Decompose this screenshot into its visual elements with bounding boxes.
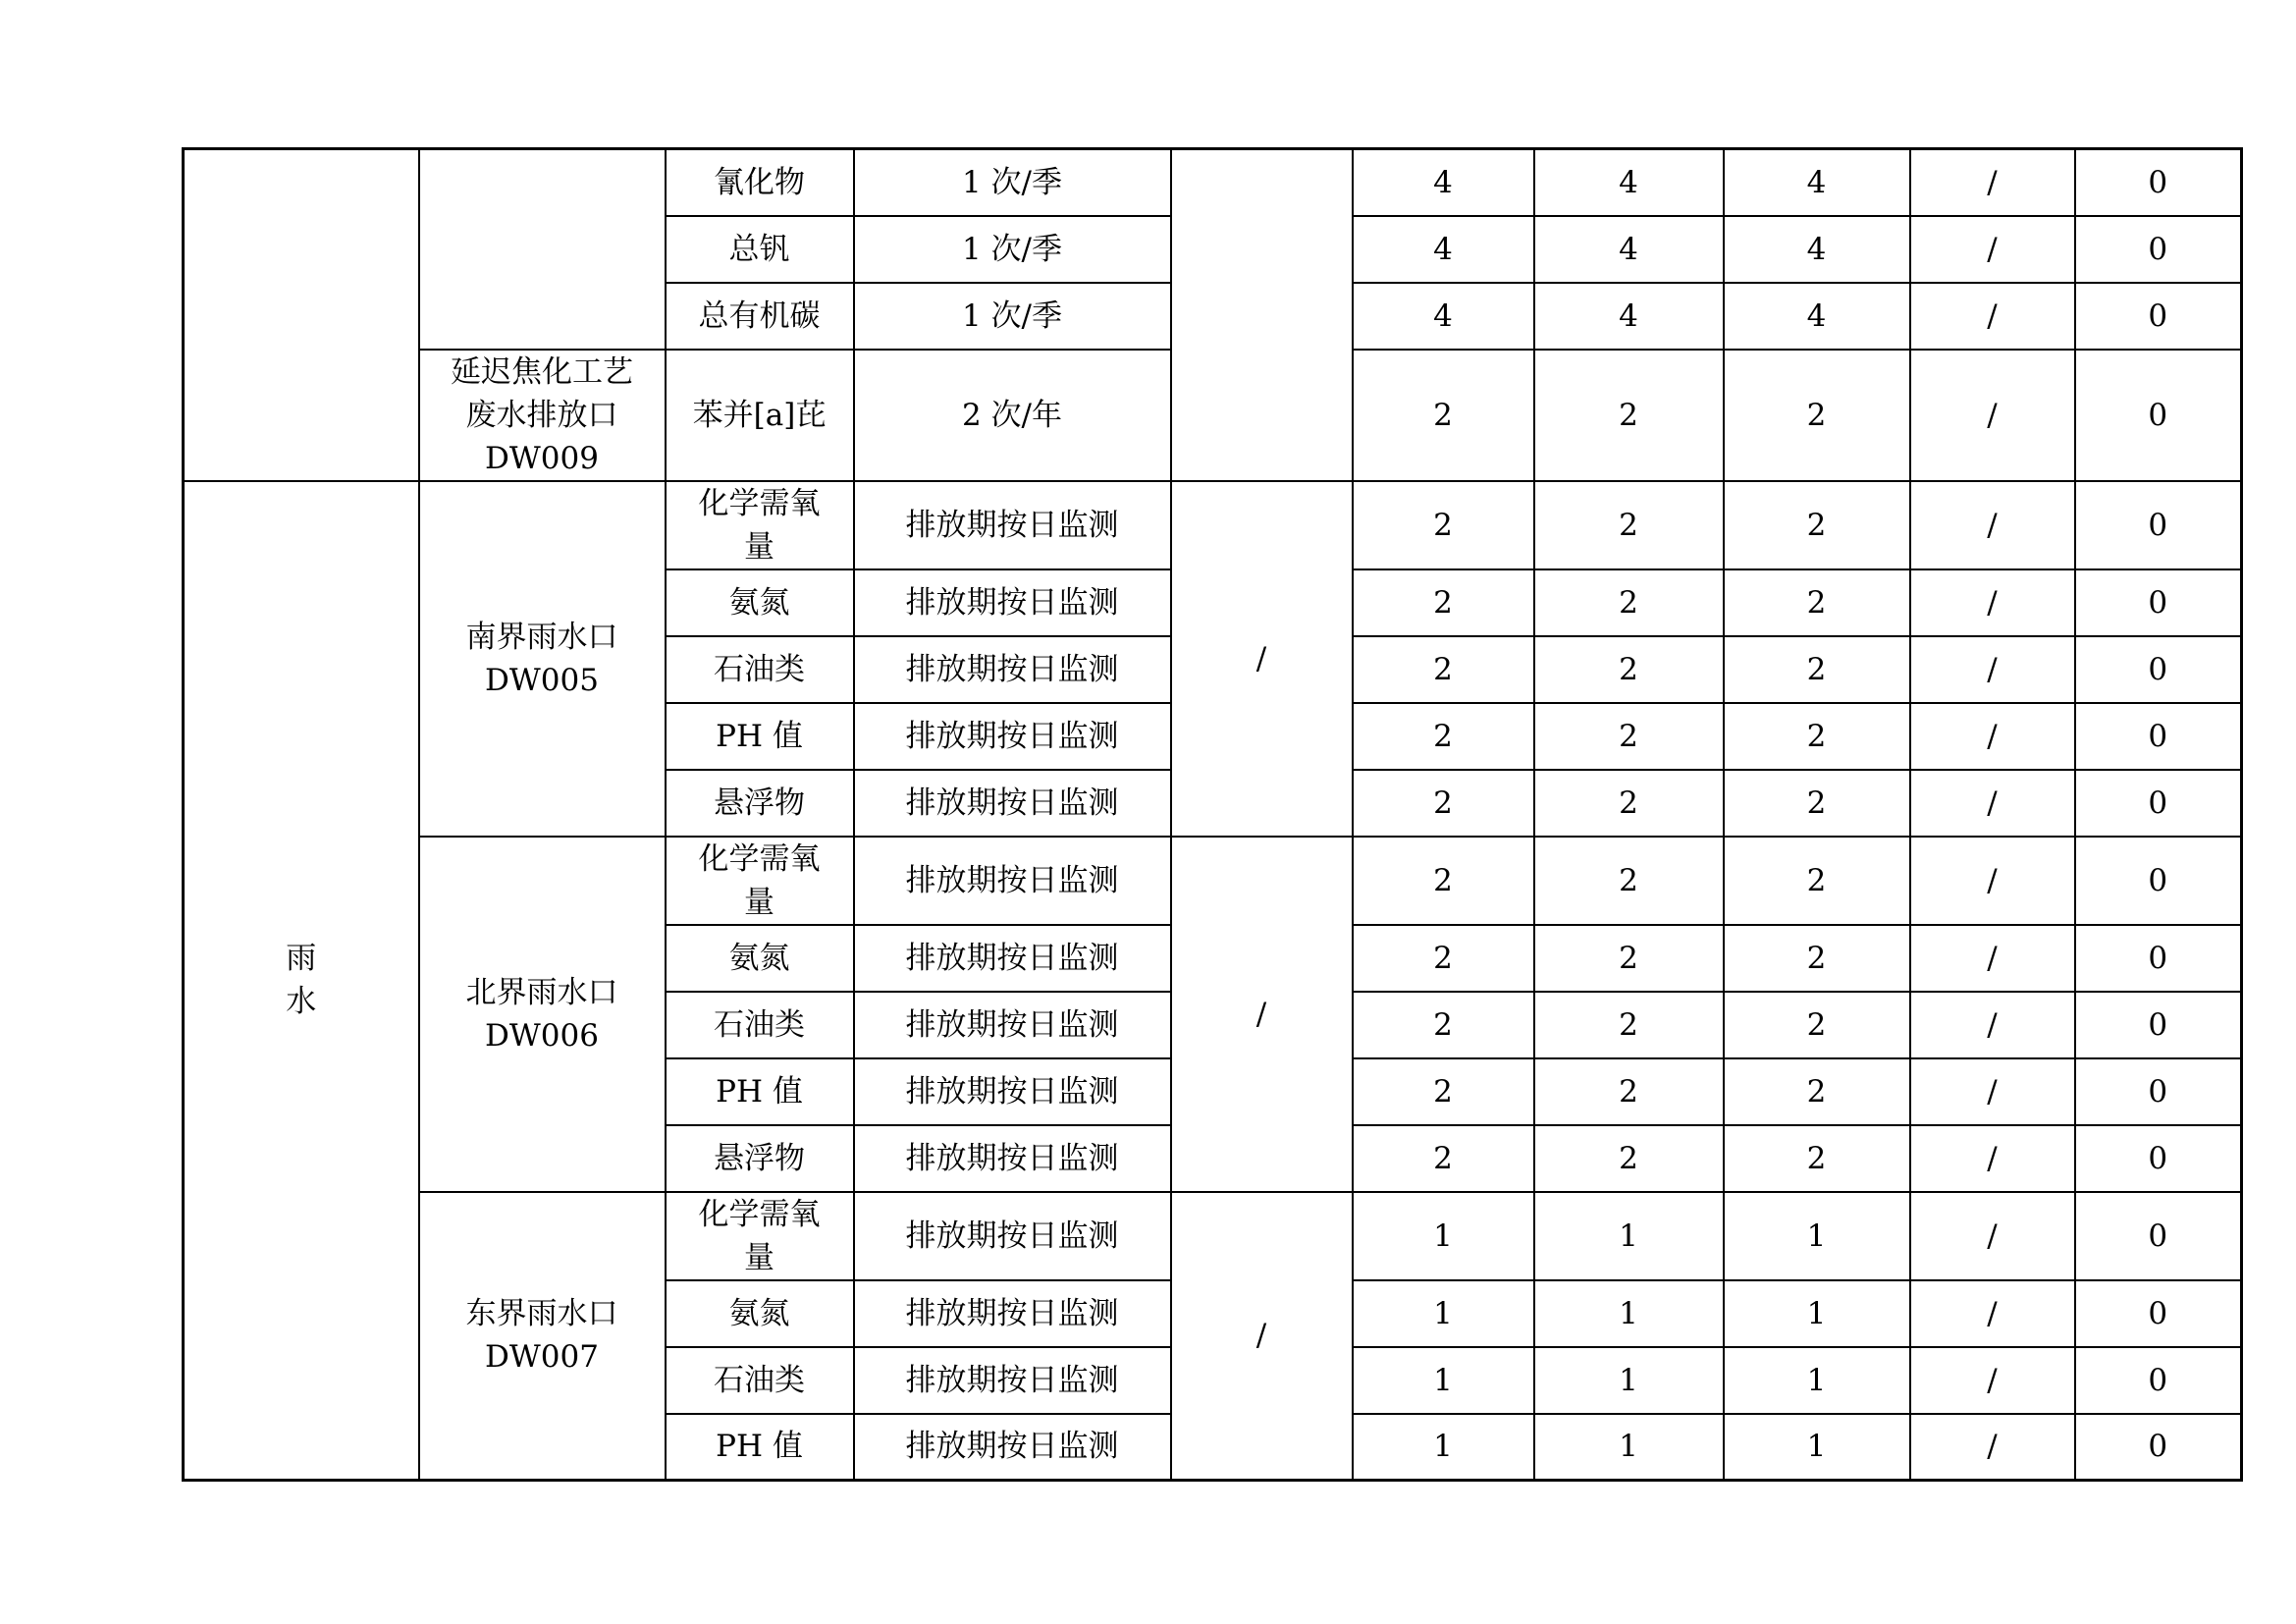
value-cell-v5 xyxy=(2075,703,2242,770)
cell-line: 延迟焦化工艺 xyxy=(451,353,633,390)
cell-text: 0 xyxy=(2148,940,2168,976)
cell-text: / xyxy=(1255,996,1267,1032)
cell-text: 0 xyxy=(2148,231,2168,267)
pollutant-item-cell xyxy=(666,1192,854,1280)
outlet-name-cell xyxy=(419,1192,666,1481)
value-cell-v5 xyxy=(2075,1414,2242,1481)
cell-text: 1 xyxy=(1433,1218,1453,1254)
cell-line: DW007 xyxy=(485,1339,599,1376)
cell-text: 4 xyxy=(1433,231,1453,267)
monitoring-table xyxy=(182,147,2243,1482)
value-cell-v1 xyxy=(1353,350,1534,481)
value-cell-v3 xyxy=(1724,1058,1910,1125)
cell-text: / xyxy=(1987,507,1998,543)
cell-text: 排放期按日监测 xyxy=(905,1073,1119,1110)
value-cell-v5 xyxy=(2075,1058,2242,1125)
cell-text: 2 xyxy=(1619,1073,1638,1110)
cell-line: 氰化物 xyxy=(714,164,805,200)
pollutant-item-cell xyxy=(666,283,854,350)
cell-text: 2 xyxy=(1806,1073,1827,1110)
value-cell-v1 xyxy=(1353,481,1534,569)
value-cell-v3 xyxy=(1724,1192,1910,1280)
value-cell-v5 xyxy=(2075,149,2242,216)
cell-text: 2 xyxy=(1433,718,1453,754)
cell-line: 量 xyxy=(744,528,774,565)
cell-text: 2 xyxy=(1433,1140,1453,1176)
cell-line: DW009 xyxy=(485,440,599,476)
value-cell-v3 xyxy=(1724,1414,1910,1481)
value-cell-v4 xyxy=(1910,636,2075,703)
value-cell-v5 xyxy=(2075,481,2242,569)
value-cell-v3 xyxy=(1724,350,1910,481)
value-cell-v3 xyxy=(1724,703,1910,770)
value-cell-v3 xyxy=(1724,1280,1910,1347)
cell-line: PH 值 xyxy=(716,1429,803,1465)
value-cell-v5 xyxy=(2075,1192,2242,1280)
frequency-cell xyxy=(854,350,1171,481)
cell-text: 2 xyxy=(1619,584,1638,621)
cell-text: 4 xyxy=(1433,164,1453,200)
cell-text: / xyxy=(1987,1218,1998,1254)
value-cell-v1 xyxy=(1353,992,1534,1058)
value-cell-v5 xyxy=(2075,1125,2242,1192)
cell-text: / xyxy=(1987,1429,1998,1465)
pollutant-item-cell xyxy=(666,350,854,481)
value-cell-v4 xyxy=(1910,283,2075,350)
cell-text: 1 xyxy=(1433,1295,1453,1331)
cell-text: / xyxy=(1987,718,1998,754)
cell-text: 0 xyxy=(2148,718,2168,754)
value-cell-v5 xyxy=(2075,837,2242,925)
cell-line: 总有机碳 xyxy=(698,298,821,334)
cell-text: / xyxy=(1255,640,1267,677)
value-cell-v4 xyxy=(1910,1280,2075,1347)
method-cell xyxy=(1171,1192,1353,1481)
cell-text: 1 xyxy=(1619,1429,1638,1465)
cell-text: 1 xyxy=(1806,1362,1827,1398)
frequency-cell xyxy=(854,1414,1171,1481)
value-cell-v2 xyxy=(1534,992,1724,1058)
value-cell-v2 xyxy=(1534,481,1724,569)
frequency-cell xyxy=(854,703,1171,770)
value-cell-v2 xyxy=(1534,283,1724,350)
frequency-cell xyxy=(854,1125,1171,1192)
frequency-cell xyxy=(854,283,1171,350)
pollutant-item-cell xyxy=(666,703,854,770)
value-cell-v4 xyxy=(1910,1347,2075,1414)
frequency-cell xyxy=(854,1058,1171,1125)
frequency-cell xyxy=(854,1280,1171,1347)
value-cell-v2 xyxy=(1534,216,1724,283)
value-cell-v1 xyxy=(1353,1414,1534,1481)
table-row xyxy=(184,1192,2242,1280)
cell-text: 0 xyxy=(2148,584,2168,621)
value-cell-v4 xyxy=(1910,350,2075,481)
value-cell-v2 xyxy=(1534,925,1724,992)
cell-text: 排放期按日监测 xyxy=(905,862,1119,898)
value-cell-v4 xyxy=(1910,1125,2075,1192)
frequency-cell xyxy=(854,1192,1171,1280)
cell-text: 2 xyxy=(1619,785,1638,821)
frequency-cell xyxy=(854,837,1171,925)
cell-line: 悬浮物 xyxy=(714,1140,805,1176)
cell-text: 2 xyxy=(1619,1140,1638,1176)
value-cell-v1 xyxy=(1353,1347,1534,1414)
cell-line: 化学需氧 xyxy=(698,1196,821,1232)
method-cell xyxy=(1171,149,1353,481)
cell-line: 苯并[a]芘 xyxy=(692,397,827,433)
frequency-cell xyxy=(854,770,1171,837)
cell-text: 2 xyxy=(1433,785,1453,821)
value-cell-v1 xyxy=(1353,149,1534,216)
cell-text: 1 xyxy=(1806,1429,1827,1465)
cell-text: 0 xyxy=(2148,397,2168,433)
cell-text: 2 xyxy=(1806,397,1827,433)
cell-text: 排放期按日监测 xyxy=(905,1140,1119,1176)
frequency-cell xyxy=(854,481,1171,569)
value-cell-v4 xyxy=(1910,149,2075,216)
value-cell-v4 xyxy=(1910,481,2075,569)
method-cell xyxy=(1171,481,1353,837)
cell-text: 0 xyxy=(2148,862,2168,898)
value-cell-v4 xyxy=(1910,1414,2075,1481)
cell-line: PH 值 xyxy=(716,718,803,754)
cell-line: 氨氮 xyxy=(728,1295,790,1331)
value-cell-v5 xyxy=(2075,283,2242,350)
pollutant-item-cell xyxy=(666,149,854,216)
cell-text: 1 xyxy=(1433,1429,1453,1465)
table-row xyxy=(184,837,2242,925)
cell-text: 4 xyxy=(1433,298,1453,334)
cell-line: PH 值 xyxy=(716,1073,803,1110)
value-cell-v4 xyxy=(1910,703,2075,770)
value-cell-v2 xyxy=(1534,569,1724,636)
cell-text: 0 xyxy=(2148,1006,2168,1043)
cell-line: 量 xyxy=(744,1239,774,1275)
cell-text: 0 xyxy=(2148,298,2168,334)
value-cell-v2 xyxy=(1534,1347,1724,1414)
cell-line: 水 xyxy=(286,984,317,1020)
value-cell-v3 xyxy=(1724,283,1910,350)
table-body xyxy=(184,149,2242,1481)
value-cell-v4 xyxy=(1910,992,2075,1058)
value-cell-v1 xyxy=(1353,837,1534,925)
value-cell-v3 xyxy=(1724,1347,1910,1414)
value-cell-v3 xyxy=(1724,216,1910,283)
cell-text: 2 xyxy=(1806,785,1827,821)
value-cell-v2 xyxy=(1534,350,1724,481)
category-cell xyxy=(184,481,419,1481)
value-cell-v3 xyxy=(1724,569,1910,636)
cell-text: 2 xyxy=(1433,651,1453,687)
value-cell-v3 xyxy=(1724,837,1910,925)
cell-text: 2 xyxy=(1806,940,1827,976)
cell-text: 2 xyxy=(1433,1006,1453,1043)
cell-text: 排放期按日监测 xyxy=(905,1218,1119,1254)
pollutant-item-cell xyxy=(666,216,854,283)
value-cell-v1 xyxy=(1353,636,1534,703)
value-cell-v2 xyxy=(1534,1192,1724,1280)
cell-line: 悬浮物 xyxy=(714,785,805,821)
frequency-cell xyxy=(854,636,1171,703)
cell-text: / xyxy=(1987,1140,1998,1176)
cell-text: 1 xyxy=(1806,1218,1827,1254)
pollutant-item-cell xyxy=(666,636,854,703)
cell-text: 1 xyxy=(1619,1295,1638,1331)
frequency-cell xyxy=(854,569,1171,636)
cell-text: 排放期按日监测 xyxy=(905,1006,1119,1043)
cell-line: 石油类 xyxy=(714,651,805,687)
pollutant-item-cell xyxy=(666,569,854,636)
frequency-cell xyxy=(854,992,1171,1058)
cell-text: / xyxy=(1987,164,1998,200)
cell-text: / xyxy=(1987,940,1998,976)
cell-text: 4 xyxy=(1619,231,1638,267)
cell-text: 2 xyxy=(1619,1006,1638,1043)
cell-text: 2 xyxy=(1433,1073,1453,1110)
value-cell-v4 xyxy=(1910,216,2075,283)
table-row xyxy=(184,149,2242,216)
frequency-cell xyxy=(854,1347,1171,1414)
cell-text: 1 xyxy=(1619,1218,1638,1254)
value-cell-v2 xyxy=(1534,1125,1724,1192)
cell-text: / xyxy=(1987,1362,1998,1398)
cell-text: 1 xyxy=(1806,1295,1827,1331)
value-cell-v1 xyxy=(1353,569,1534,636)
outlet-name-cell xyxy=(419,481,666,837)
value-cell-v3 xyxy=(1724,149,1910,216)
value-cell-v1 xyxy=(1353,1058,1534,1125)
value-cell-v2 xyxy=(1534,1414,1724,1481)
cell-text: 2 xyxy=(1806,1006,1827,1043)
value-cell-v5 xyxy=(2075,925,2242,992)
cell-text: 排放期按日监测 xyxy=(905,1295,1119,1331)
value-cell-v3 xyxy=(1724,1125,1910,1192)
value-cell-v5 xyxy=(2075,350,2242,481)
value-cell-v4 xyxy=(1910,925,2075,992)
value-cell-v3 xyxy=(1724,925,1910,992)
cell-text: 2 xyxy=(1806,651,1827,687)
cell-text: / xyxy=(1987,785,1998,821)
value-cell-v4 xyxy=(1910,1192,2075,1280)
pollutant-item-cell xyxy=(666,1280,854,1347)
cell-text: 4 xyxy=(1806,298,1827,334)
cell-text: 1 次/季 xyxy=(961,164,1063,200)
value-cell-v3 xyxy=(1724,770,1910,837)
cell-text: 0 xyxy=(2148,1218,2168,1254)
cell-text: 0 xyxy=(2148,1073,2168,1110)
cell-text: 1 xyxy=(1433,1362,1453,1398)
cell-line: 北界雨水口 xyxy=(465,974,618,1010)
table-row xyxy=(184,481,2242,569)
cell-text: 0 xyxy=(2148,1362,2168,1398)
cell-line: 化学需氧 xyxy=(698,840,821,877)
cell-text: 2 xyxy=(1619,507,1638,543)
value-cell-v5 xyxy=(2075,216,2242,283)
cell-line: 石油类 xyxy=(714,1006,805,1043)
cell-text: 2 xyxy=(1433,940,1453,976)
cell-text: 排放期按日监测 xyxy=(905,507,1119,543)
cell-line: 废水排放口 xyxy=(465,397,618,433)
frequency-cell xyxy=(854,925,1171,992)
cell-text: 0 xyxy=(2148,507,2168,543)
cell-line: 东界雨水口 xyxy=(465,1296,618,1332)
value-cell-v3 xyxy=(1724,636,1910,703)
cell-text: / xyxy=(1987,651,1998,687)
cell-text: 2 xyxy=(1619,651,1638,687)
cell-text: / xyxy=(1987,1006,1998,1043)
cell-text: / xyxy=(1987,397,1998,433)
value-cell-v2 xyxy=(1534,149,1724,216)
cell-text: 排放期按日监测 xyxy=(905,718,1119,754)
value-cell-v1 xyxy=(1353,216,1534,283)
outlet-name-cell xyxy=(419,350,666,481)
outlet-name-cell xyxy=(419,149,666,350)
cell-line: 总钒 xyxy=(728,231,790,267)
cell-text: 2 xyxy=(1433,507,1453,543)
value-cell-v1 xyxy=(1353,703,1534,770)
cell-text: 2 xyxy=(1619,397,1638,433)
value-cell-v2 xyxy=(1534,837,1724,925)
pollutant-item-cell xyxy=(666,925,854,992)
cell-line: DW005 xyxy=(485,662,599,698)
frequency-cell xyxy=(854,216,1171,283)
cell-text: 排放期按日监测 xyxy=(905,785,1119,821)
cell-text: 2 xyxy=(1806,584,1827,621)
value-cell-v5 xyxy=(2075,1347,2242,1414)
cell-text: 2 xyxy=(1806,862,1827,898)
value-cell-v1 xyxy=(1353,770,1534,837)
value-cell-v4 xyxy=(1910,770,2075,837)
cell-text: 0 xyxy=(2148,164,2168,200)
cell-line: DW006 xyxy=(485,1017,599,1054)
cell-text: 2 xyxy=(1433,584,1453,621)
cell-text: / xyxy=(1987,1073,1998,1110)
cell-text: 2 xyxy=(1619,718,1638,754)
cell-text: 排放期按日监测 xyxy=(905,940,1119,976)
cell-text: / xyxy=(1987,1295,1998,1331)
cell-text: / xyxy=(1987,584,1998,621)
pollutant-item-cell xyxy=(666,481,854,569)
cell-text: 1 xyxy=(1619,1362,1638,1398)
pollutant-item-cell xyxy=(666,992,854,1058)
cell-line: 量 xyxy=(744,884,774,920)
cell-text: 排放期按日监测 xyxy=(905,1429,1119,1465)
cell-text: / xyxy=(1987,231,1998,267)
cell-text: 0 xyxy=(2148,1429,2168,1465)
value-cell-v1 xyxy=(1353,1125,1534,1192)
cell-text: 排放期按日监测 xyxy=(905,584,1119,621)
value-cell-v2 xyxy=(1534,770,1724,837)
cell-text: / xyxy=(1255,1318,1267,1354)
cell-text: 4 xyxy=(1619,298,1638,334)
cell-text: 2 xyxy=(1619,862,1638,898)
cell-text: 0 xyxy=(2148,1295,2168,1331)
cell-text: 排放期按日监测 xyxy=(905,651,1119,687)
value-cell-v4 xyxy=(1910,1058,2075,1125)
pollutant-item-cell xyxy=(666,770,854,837)
value-cell-v2 xyxy=(1534,1058,1724,1125)
value-cell-v1 xyxy=(1353,1280,1534,1347)
value-cell-v3 xyxy=(1724,992,1910,1058)
value-cell-v2 xyxy=(1534,636,1724,703)
cell-line: 化学需氧 xyxy=(698,485,821,521)
cell-text: 4 xyxy=(1619,164,1638,200)
value-cell-v1 xyxy=(1353,925,1534,992)
value-cell-v1 xyxy=(1353,1192,1534,1280)
pollutant-item-cell xyxy=(666,1125,854,1192)
value-cell-v2 xyxy=(1534,703,1724,770)
cell-text: 4 xyxy=(1806,231,1827,267)
value-cell-v2 xyxy=(1534,1280,1724,1347)
cell-text: 0 xyxy=(2148,1140,2168,1176)
value-cell-v3 xyxy=(1724,481,1910,569)
cell-text: 1 次/季 xyxy=(961,298,1063,334)
pollutant-item-cell xyxy=(666,1058,854,1125)
frequency-cell xyxy=(854,149,1171,216)
cell-text: 2 xyxy=(1433,397,1453,433)
cell-text: 排放期按日监测 xyxy=(905,1362,1119,1398)
cell-line: 氨氮 xyxy=(728,584,790,621)
cell-text: 0 xyxy=(2148,785,2168,821)
cell-text: 4 xyxy=(1806,164,1827,200)
cell-line: 南界雨水口 xyxy=(465,619,618,655)
cell-line: 氨氮 xyxy=(728,940,790,976)
value-cell-v5 xyxy=(2075,569,2242,636)
value-cell-v5 xyxy=(2075,992,2242,1058)
pollutant-item-cell xyxy=(666,1347,854,1414)
cell-text: 2 xyxy=(1806,507,1827,543)
value-cell-v5 xyxy=(2075,636,2242,703)
value-cell-v5 xyxy=(2075,1280,2242,1347)
cell-text: / xyxy=(1987,862,1998,898)
pollutant-item-cell xyxy=(666,837,854,925)
value-cell-v4 xyxy=(1910,569,2075,636)
pollutant-item-cell xyxy=(666,1414,854,1481)
value-cell-v5 xyxy=(2075,770,2242,837)
cell-text: 0 xyxy=(2148,651,2168,687)
category-cell xyxy=(184,149,419,481)
outlet-name-cell xyxy=(419,837,666,1192)
method-cell xyxy=(1171,837,1353,1192)
value-cell-v1 xyxy=(1353,283,1534,350)
cell-line: 石油类 xyxy=(714,1362,805,1398)
cell-text: 2 xyxy=(1806,1140,1827,1176)
value-cell-v4 xyxy=(1910,837,2075,925)
cell-text: 2 次/年 xyxy=(961,397,1063,433)
cell-text: 2 xyxy=(1806,718,1827,754)
cell-text: / xyxy=(1987,298,1998,334)
cell-text: 1 次/季 xyxy=(961,231,1063,267)
cell-text: 2 xyxy=(1619,940,1638,976)
cell-text: 2 xyxy=(1433,862,1453,898)
cell-line: 雨 xyxy=(286,941,317,977)
